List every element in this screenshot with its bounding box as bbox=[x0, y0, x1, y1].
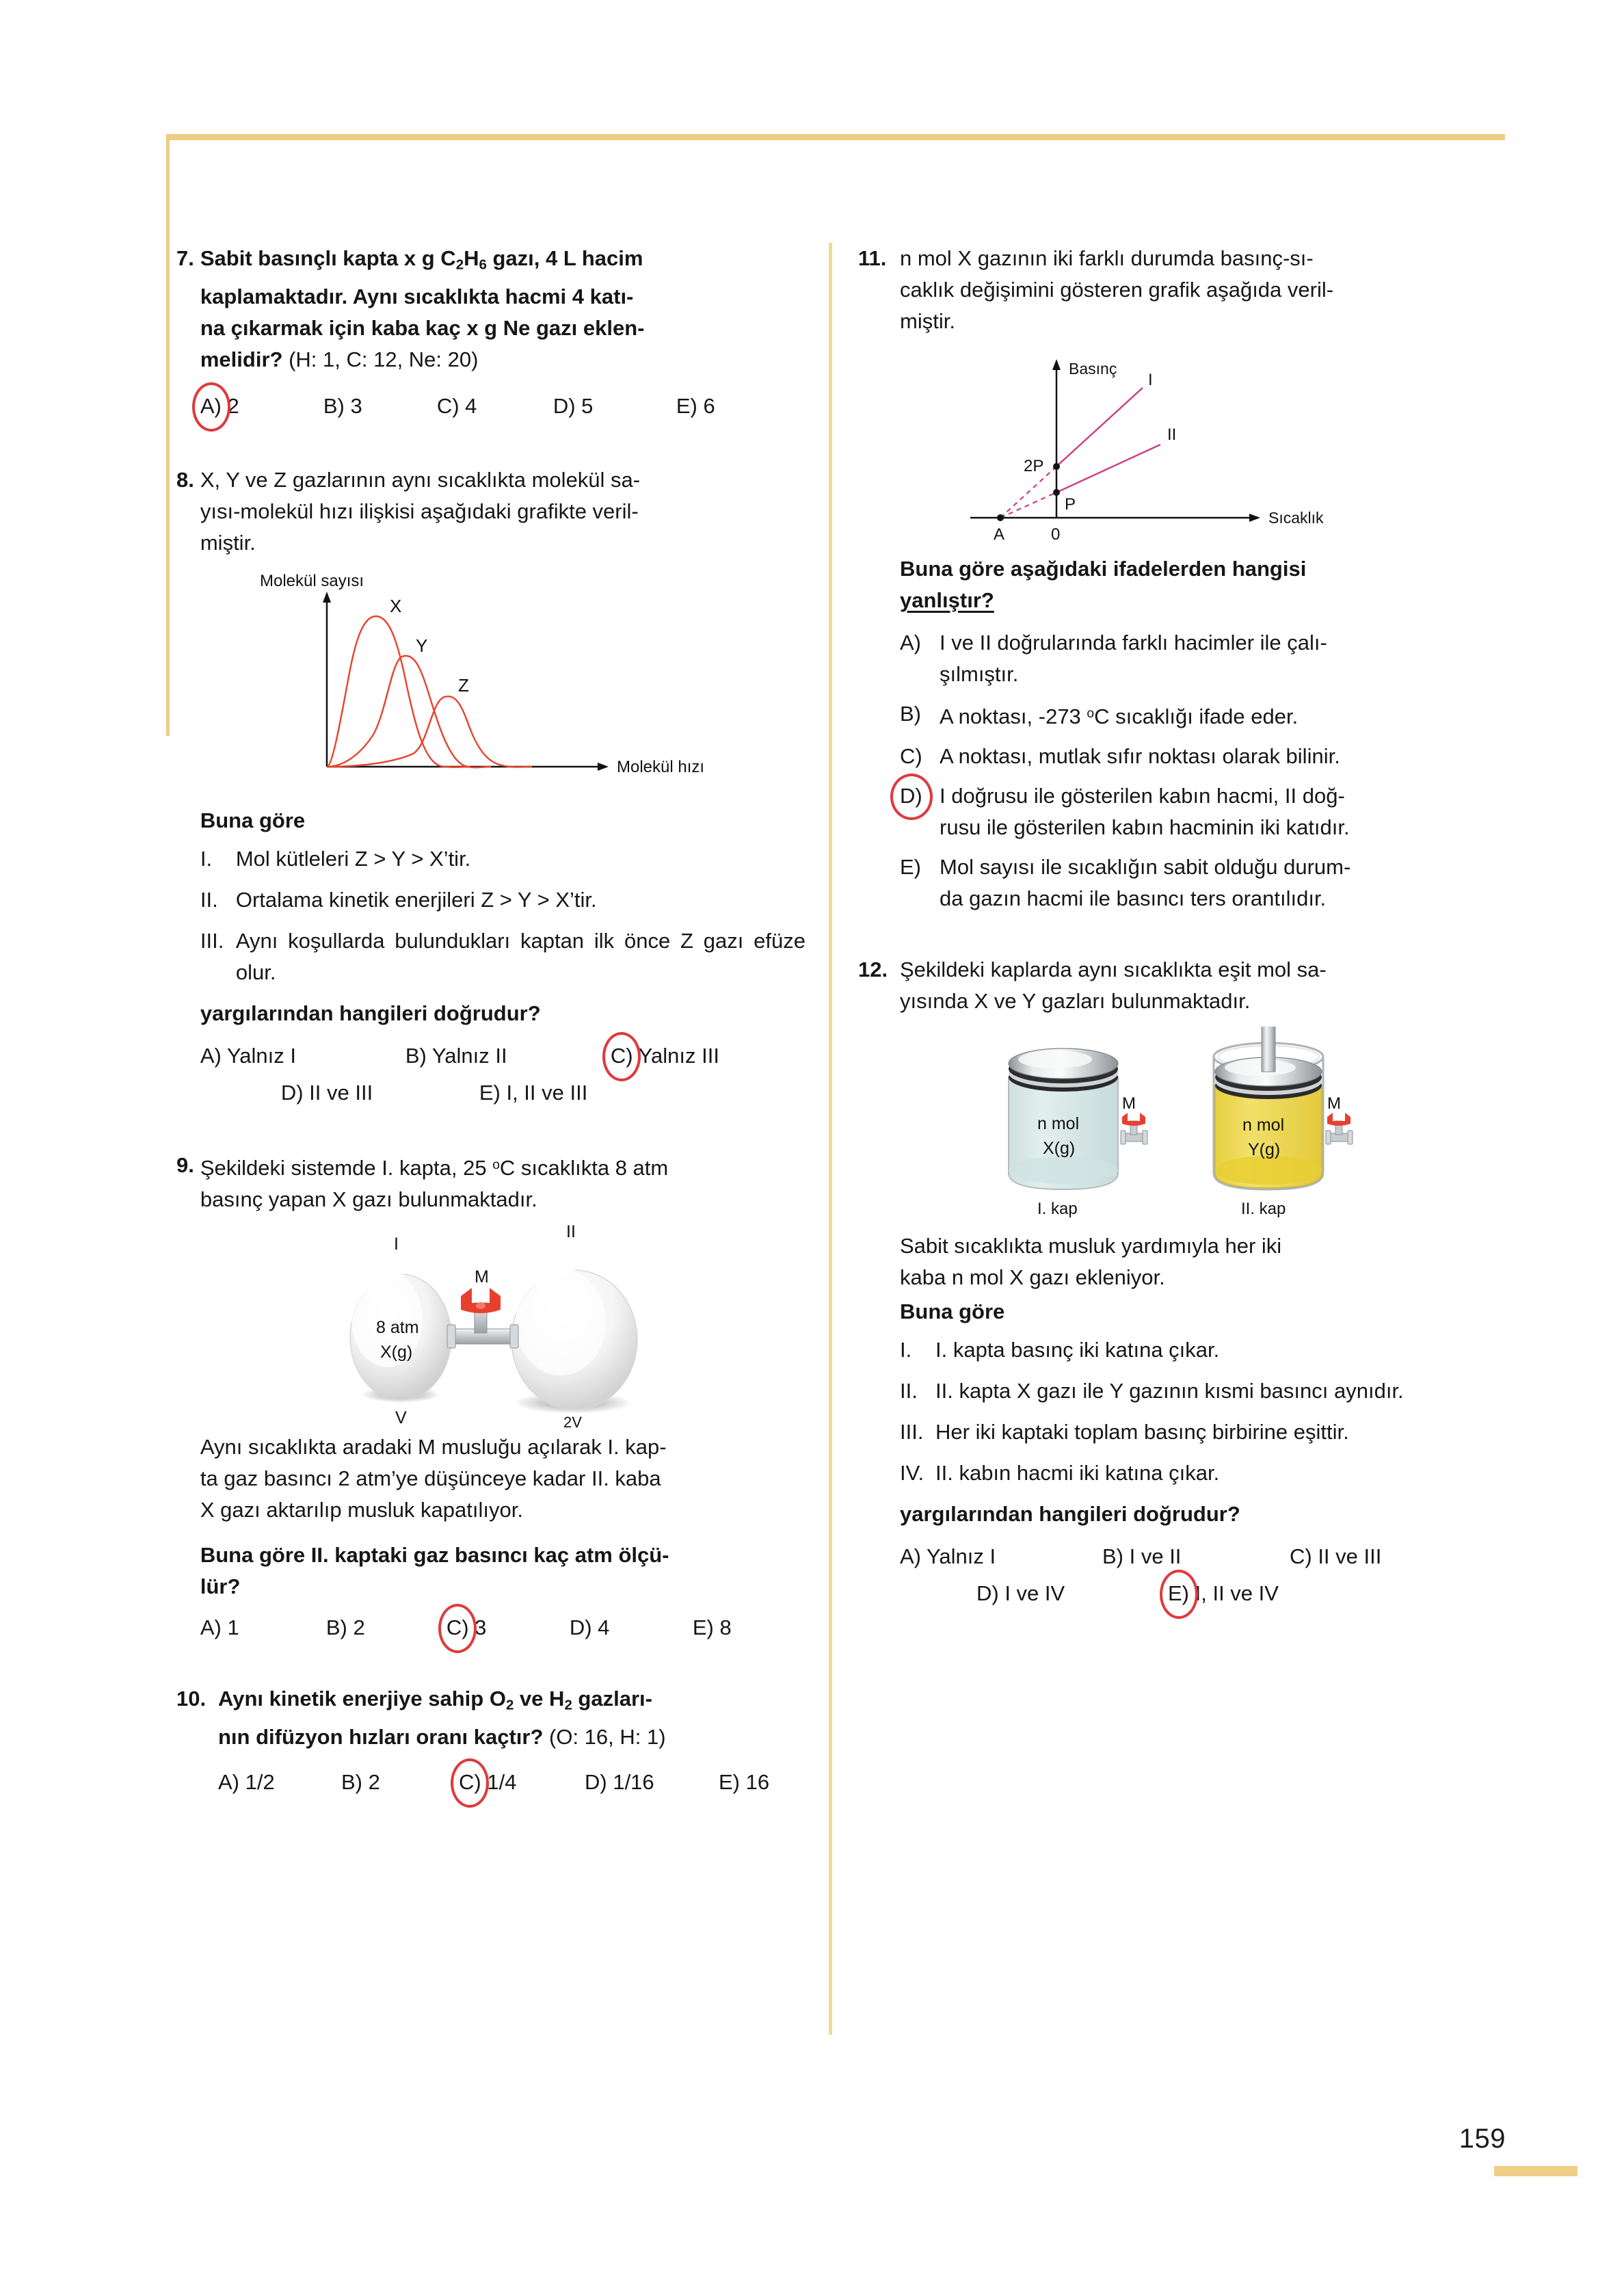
question-12-line-2: yısında X ve Y gazları bulunmaktadır. bbox=[900, 989, 1251, 1014]
q9-flask2-label: II bbox=[566, 1222, 576, 1241]
question-7-options bbox=[200, 391, 806, 422]
question-9-ask-line-2: lür? bbox=[200, 1574, 241, 1598]
question-11-chart bbox=[858, 347, 1487, 552]
page-number: 159 bbox=[1459, 2124, 1506, 2154]
list-item: II. II. kapta X gazı ile Y gazının kısmi basıncı aynıdır. bbox=[900, 1379, 1404, 1403]
q11-line-2-label: II bbox=[1167, 425, 1177, 444]
question-7-option-e[interactable]: E) 6 bbox=[676, 393, 715, 418]
question-7 bbox=[176, 243, 806, 422]
question-8 bbox=[176, 464, 806, 1109]
question-11-line-3: miştir. bbox=[900, 309, 955, 333]
question-8-option-b[interactable]: B) Yalnız II bbox=[405, 1043, 507, 1068]
question-11-option-d[interactable]: D) I doğrusu ile gösterilen kabın hacmi, II doğ- rusu ile gösterilen kabın hacminin iki katıdır. bbox=[900, 780, 1487, 843]
q12-kap1-moles: n mol bbox=[1037, 1114, 1080, 1134]
question-12-option-c[interactable]: C) II ve III bbox=[1290, 1544, 1382, 1569]
question-10-option-e[interactable]: E) 16 bbox=[719, 1769, 770, 1794]
question-10-option-b[interactable]: B) 2 bbox=[341, 1769, 380, 1794]
question-8-option-d[interactable]: D) II ve III bbox=[280, 1080, 373, 1105]
question-9-options bbox=[200, 1612, 806, 1644]
question-11-option-a[interactable]: A) I ve II doğrularında farklı hacimler ile çalı- şılmıştır. bbox=[900, 631, 1327, 686]
question-11-option-e[interactable]: E) Mol sayısı ile sıcaklığın sabit olduğu durum- da gazın hacmi ile basıncı ters orantılıdır. bbox=[900, 855, 1351, 911]
page-number-underline bbox=[1494, 2166, 1578, 2176]
q8-curve-label-z: Z bbox=[458, 674, 469, 696]
q9-flask1-label: I bbox=[394, 1234, 399, 1254]
question-7-option-c[interactable]: C) 4 bbox=[436, 393, 477, 418]
list-item: III. Her iki kaptaki toplam basınç birbirine eşittir. bbox=[900, 1420, 1349, 1444]
q8-chart-xlabel: Molekül hızı bbox=[617, 757, 705, 776]
q8-curve-label-x: X bbox=[390, 595, 402, 616]
question-7-number: 7. bbox=[176, 246, 194, 270]
question-12-number: 12. bbox=[858, 958, 888, 982]
question-8-option-e[interactable]: E) I, II ve III bbox=[479, 1080, 588, 1105]
question-12-ask: yargılarından hangileri doğrudur? bbox=[900, 1502, 1240, 1527]
q9-flask1-volume: V bbox=[395, 1408, 407, 1427]
question-9-option-b[interactable]: B) 2 bbox=[325, 1615, 365, 1639]
question-9-paragraph-line-2: ta gaz basıncı 2 atm’ye düşünceye kadar II. kaba bbox=[200, 1466, 661, 1490]
question-9-paragraph-line-3: X gazı aktarılıp musluk kapatılıyor. bbox=[200, 1497, 523, 1522]
right-column bbox=[858, 243, 1487, 1612]
question-7-line-3: na çıkarmak için kaba kaç x g Ne gazı eklen- bbox=[200, 315, 645, 340]
q9-flask2-volume: 2V bbox=[563, 1413, 582, 1427]
question-10-option-c[interactable]: C) 1/4 bbox=[459, 1767, 585, 1798]
question-11 bbox=[858, 243, 1487, 919]
q8-chart-ylabel: Molekül sayısı bbox=[260, 571, 364, 590]
list-item: III. Aynı koşullarda bulundukları kaptan ilk önce Z gazı efüze olur. bbox=[200, 928, 806, 984]
left-column bbox=[176, 243, 806, 1801]
question-8-stem: Buna göre bbox=[200, 808, 306, 832]
question-11-ask-line-1: Buna göre aşağıdaki ifadelerden hangisi bbox=[900, 557, 1307, 581]
question-7-option-b[interactable]: B) 3 bbox=[323, 393, 362, 418]
question-12-line-1: Şekildeki kaplarda aynı sıcaklıkta eşit mol sa- bbox=[900, 958, 1327, 982]
question-12-options-row-1 bbox=[900, 1541, 1487, 1572]
question-8-line-3: miştir. bbox=[200, 530, 256, 555]
q12-kap1-caption: I. kap bbox=[1037, 1200, 1078, 1219]
list-item: I. Mol kütleleri Z > Y > X’tir. bbox=[200, 846, 471, 871]
question-10-option-a[interactable]: A) 1/2 bbox=[218, 1769, 275, 1794]
question-9-paragraph-line-1: Aynı sıcaklıkta aradaki M musluğu açılarak I. kap- bbox=[200, 1434, 667, 1459]
question-9-line-1: Şekildeki sistemde I. kapta, 25 $^o$C sıcaklıkta 8 atm bbox=[200, 1155, 669, 1180]
q8-curve-label-y: Y bbox=[416, 635, 428, 656]
list-item: II. Ortalama kinetik enerjileri Z > Y > X’tir. bbox=[200, 887, 597, 912]
degree-symbol: o bbox=[1087, 707, 1095, 721]
question-10-options bbox=[218, 1767, 806, 1798]
list-item: IV. II. kabın hacmi iki katına çıkar. bbox=[900, 1461, 1220, 1486]
question-10-line-2: nın difüzyon hızları oranı kaçtır? (O: 16, H: 1) bbox=[218, 1724, 666, 1749]
question-8-line-2: yısı-molekül hızı ilişkisi aşağıdaki grafikte veril- bbox=[200, 499, 639, 523]
list-item: I. I. kapta basınç iki katına çıkar. bbox=[900, 1338, 1220, 1362]
question-9 bbox=[176, 1150, 806, 1644]
q9-flask1-pressure: 8 atm bbox=[376, 1317, 419, 1337]
q11-chart-xlabel: Sıcaklık bbox=[1268, 509, 1324, 527]
question-9-line-2: basınç yapan X gazı bulunmaktadır. bbox=[200, 1187, 537, 1211]
question-12-option-a[interactable]: A) Yalnız I bbox=[900, 1544, 996, 1569]
question-10 bbox=[176, 1683, 806, 1798]
question-7-option-a[interactable]: A) 2 bbox=[200, 391, 323, 422]
question-11-number: 11. bbox=[858, 246, 887, 270]
question-9-option-c[interactable]: C) 3 bbox=[447, 1612, 570, 1644]
question-8-options-row-2 bbox=[200, 1077, 806, 1109]
question-9-option-d[interactable]: D) 4 bbox=[569, 1615, 610, 1639]
q11-y-tick-2p: 2P bbox=[1024, 457, 1044, 475]
question-11-ask-line-2: yanlıştır? bbox=[900, 588, 994, 612]
question-11-option-b[interactable]: B) A noktası, -273 $^o$C sıcaklığı ifade eder. bbox=[900, 702, 1299, 729]
question-12-option-d[interactable]: D) I ve IV bbox=[976, 1581, 1065, 1606]
q11-chart-ylabel: Basınç bbox=[1069, 360, 1117, 378]
question-10-line-1: Aynı kinetik enerjiye sahip $O_2$ ve $H_2$ gazları- bbox=[218, 1686, 652, 1713]
question-11-options bbox=[900, 627, 1487, 914]
question-12-paragraph-line-1: Sabit sıcaklıkta musluk yardımıyla her iki bbox=[900, 1234, 1282, 1258]
question-11-option-c[interactable]: C) A noktası, mutlak sıfır noktası olarak bilinir. bbox=[900, 744, 1340, 769]
question-7-line-1: Sabit basınçlı kapta x g $C_2H_6$ gazı, 4 L hacim bbox=[200, 246, 643, 273]
question-8-number: 8. bbox=[176, 467, 194, 492]
question-7-option-d[interactable]: D) 5 bbox=[553, 393, 594, 418]
question-9-ask-line-1: Buna göre II. kaptaki gaz basıncı kaç atm ölçü- bbox=[200, 1542, 669, 1567]
q12-kap2-caption: II. kap bbox=[1241, 1200, 1286, 1219]
question-8-ask: yargılarından hangileri doğrudur? bbox=[200, 1001, 541, 1025]
question-12-statement-list bbox=[900, 1334, 1487, 1489]
q9-valve-label: M bbox=[475, 1267, 489, 1286]
question-12 bbox=[858, 954, 1487, 1609]
question-7-line-4: melidir? (H: 1, C: 12, Ne: 20) bbox=[200, 347, 479, 371]
q11-line-1-label: I bbox=[1148, 371, 1153, 389]
question-8-option-c[interactable]: C) Yalnız III bbox=[611, 1040, 719, 1072]
q9-flask1-gas: X(g) bbox=[380, 1342, 413, 1362]
q11-x-tick-zero: 0 bbox=[1051, 525, 1061, 544]
question-12-paragraph-line-2: kaba n mol X gazı ekleniyor. bbox=[900, 1265, 1165, 1290]
question-8-line-1: X, Y ve Z gazlarının aynı sıcaklıkta molekül sa- bbox=[200, 467, 641, 492]
question-11-line-2: caklık değişimini gösteren grafik aşağıda veril- bbox=[900, 278, 1334, 302]
question-11-line-1: n mol X gazının iki farklı durumda basınç-sı- bbox=[900, 246, 1314, 270]
question-8-option-a[interactable]: A) Yalnız I bbox=[200, 1043, 296, 1068]
q12-kap2-moles: n mol bbox=[1242, 1116, 1285, 1135]
question-9-number: 9. bbox=[176, 1152, 194, 1177]
q12-kap1-valve-label: M bbox=[1122, 1094, 1136, 1113]
question-8-chart bbox=[176, 567, 806, 800]
column-divider bbox=[829, 243, 832, 2035]
question-10-number: 10. bbox=[176, 1686, 207, 1711]
page-frame-top-rule bbox=[166, 134, 1505, 140]
question-12-stem: Buna göre bbox=[900, 1299, 1005, 1324]
q11-x-tick-a: A bbox=[994, 525, 1005, 544]
question-12-option-e[interactable]: E) I, II ve IV bbox=[1168, 1578, 1279, 1609]
question-8-options-row-1 bbox=[200, 1040, 806, 1072]
question-12-option-b[interactable]: B) I ve II bbox=[1102, 1544, 1182, 1569]
question-9-option-e[interactable]: E) 8 bbox=[692, 1615, 732, 1639]
question-12-figure bbox=[858, 1027, 1487, 1225]
q12-kap1-gas: X(g) bbox=[1043, 1139, 1076, 1159]
question-7-line-2: kaplamaktadır. Aynı sıcaklıkta hacmi 4 katı- bbox=[200, 284, 634, 308]
question-9-figure bbox=[176, 1222, 806, 1427]
q11-y-tick-p: P bbox=[1065, 495, 1076, 514]
question-12-options-row-2 bbox=[900, 1578, 1487, 1609]
question-9-option-a[interactable]: A) 1 bbox=[200, 1615, 239, 1639]
question-8-statement-list bbox=[200, 843, 806, 988]
q12-kap2-gas: Y(g) bbox=[1248, 1140, 1281, 1160]
question-10-option-d[interactable]: D) 1/16 bbox=[585, 1769, 654, 1794]
page-frame-left-rule bbox=[166, 134, 170, 736]
q12-kap2-valve-label: M bbox=[1327, 1094, 1341, 1113]
